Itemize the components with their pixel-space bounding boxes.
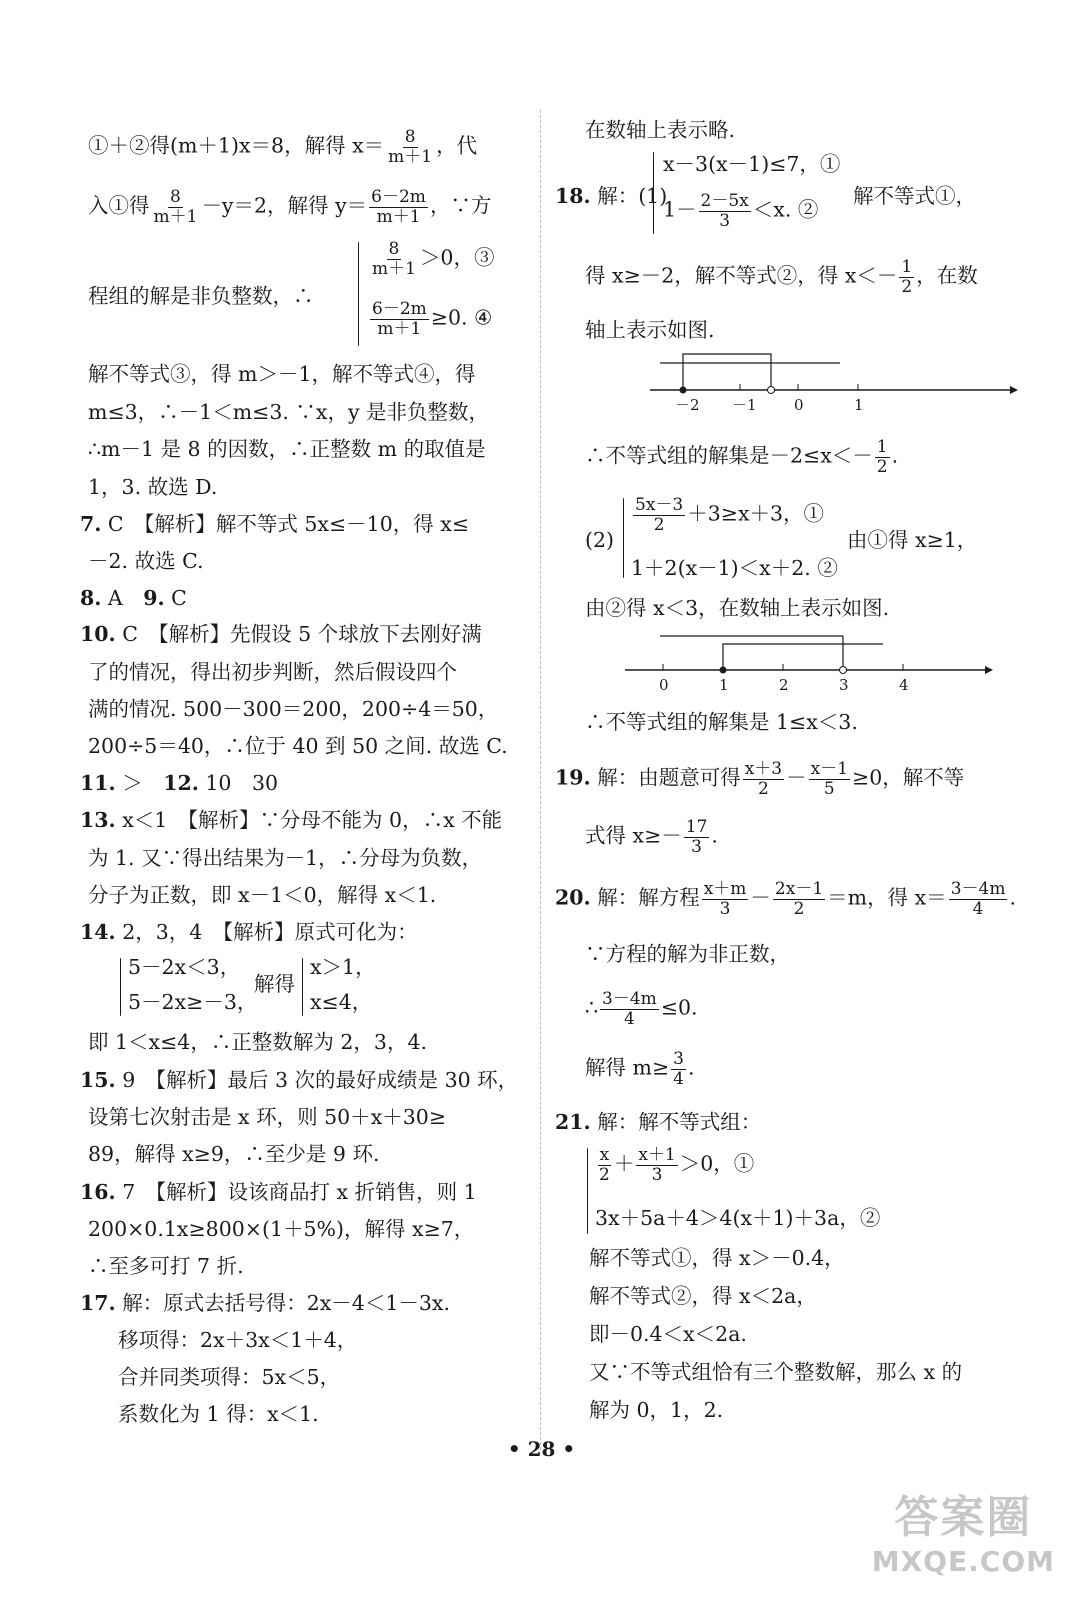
denominator: 3 <box>719 898 731 919</box>
text: ＜x. ② <box>752 197 819 222</box>
fraction <box>949 880 1008 918</box>
text: ＞ <box>115 771 164 795</box>
fraction <box>699 192 751 230</box>
numerator: 3 <box>673 1049 684 1069</box>
text: 解：由题意可得 <box>590 765 741 790</box>
fraction <box>636 1146 677 1184</box>
text: 1－ <box>663 197 697 222</box>
number-line-2 <box>615 630 995 696</box>
text-line: 89，解得 x≥9，∴至少是 9 环. <box>88 1142 380 1166</box>
text-line <box>88 188 491 226</box>
fraction <box>702 880 749 918</box>
tick-label: －2 <box>675 396 700 414</box>
text: 9 【解析】最后 3 次的最好成绩是 30 环， <box>115 1068 519 1092</box>
answer-14 <box>80 920 418 945</box>
numerator: x＋1 <box>638 1145 676 1165</box>
watermark-text: 答案圈 <box>894 1492 1033 1543</box>
text-line: 解为 0，1，2. <box>589 1398 724 1422</box>
fraction <box>809 760 850 798</box>
text-line <box>585 438 898 476</box>
text: ≤0. <box>660 995 698 1020</box>
column-divider <box>540 110 541 1450</box>
text-line <box>88 128 477 166</box>
system-line <box>368 300 492 338</box>
text-line: 解不等式①，得 x＞－0.4， <box>589 1246 845 1270</box>
text-line: 又∵不等式组恰有三个整数解，那么 x 的 <box>589 1360 963 1384</box>
denominator: 3 <box>651 1164 663 1185</box>
text: 2，3，4 【解析】原式可化为： <box>115 920 418 944</box>
text-line: －2. 故选 C. <box>88 549 204 573</box>
text-line <box>585 818 718 856</box>
answer-19 <box>555 760 964 798</box>
text: － <box>750 885 771 910</box>
numerator: 6－2m <box>372 299 427 319</box>
text-line: 200÷5＝40，∴位于 40 到 50 之间. 故选 C. <box>88 734 508 758</box>
system-line: x≤4， <box>310 990 373 1014</box>
text-line: 为 1. 又∵得出结果为－1，∴分母为负数， <box>88 846 483 870</box>
tick-label: 1 <box>854 396 864 414</box>
fraction <box>671 1050 686 1088</box>
open-endpoint <box>768 387 775 394</box>
text: . <box>1009 885 1016 910</box>
numerator: 8 <box>404 127 416 147</box>
text-line: ∵方程的解为非正数， <box>585 942 790 966</box>
text: ＝m，得 x＝ <box>827 885 947 910</box>
text: (2) <box>585 528 615 552</box>
tick-label: 2 <box>779 676 789 694</box>
denominator: 2 <box>599 1164 610 1185</box>
denominator: 3 <box>691 836 702 857</box>
answer-7 <box>80 512 469 537</box>
text: 解不等式①， <box>853 184 976 208</box>
numerator: 3－4m <box>602 989 657 1009</box>
text-line: 合并同类项得：5x＜5， <box>118 1365 341 1389</box>
text: 解：(1) <box>590 184 668 208</box>
closed-endpoint <box>720 667 727 674</box>
text-line: 轴上表示如图. <box>585 318 715 342</box>
text: ，在数 <box>916 263 978 288</box>
open-endpoint <box>840 667 847 674</box>
denominator: 4 <box>673 1068 684 1089</box>
text-line: 设第七次射击是 x 环，则 50＋x＋30≥ <box>88 1105 447 1129</box>
text: ＋3≥x＋3，① <box>687 501 825 526</box>
numerator: 8 <box>170 187 181 207</box>
watermark-url: MXQE.COM <box>871 1545 1055 1578</box>
numerator: 1 <box>876 437 888 457</box>
text-line: ∴至多可打 7 折. <box>88 1254 244 1278</box>
tick-label: 1 <box>719 676 729 694</box>
brace <box>623 498 624 578</box>
range-bracket-2 <box>723 644 883 670</box>
page-number: • 28 • <box>507 1437 576 1461</box>
text: 得 x≥－2，解不等式②，得 x＜－ <box>585 263 898 288</box>
question-number: 15. <box>80 1068 116 1092</box>
text-line: 移项得：2x＋3x＜1＋4， <box>118 1328 358 1352</box>
fraction <box>773 880 825 918</box>
fraction <box>370 240 418 278</box>
fraction <box>899 258 914 296</box>
text: C <box>164 586 187 610</box>
denominator: 2 <box>793 898 805 919</box>
text: . <box>891 443 899 468</box>
text: ，∵方 <box>429 193 492 218</box>
text: C 【解析】先假设 5 个球放下去刚好满 <box>115 622 482 646</box>
system-line: 1＋2(x－1)＜x＋2. ② <box>631 556 838 580</box>
numerator: x＋3 <box>744 759 783 779</box>
denominator: 4 <box>624 1008 635 1029</box>
text-line: 200×0.1x≥800×(1＋5%)，解得 x≥7， <box>88 1217 475 1241</box>
system-line: x＞1， <box>310 955 376 979</box>
fraction <box>386 128 434 166</box>
text-line: 满的情况. 500－300＝200，200÷4＝50， <box>88 697 499 721</box>
fraction <box>875 438 890 476</box>
text: 式得 x≥－ <box>585 823 682 848</box>
text-line: 在数轴上表示略. <box>585 118 736 142</box>
text-line: 即 1＜x≤4，∴正整数解为 2，3，4. <box>88 1030 428 1054</box>
text: 10 30 <box>198 771 279 795</box>
brace <box>358 242 359 346</box>
system-line <box>595 1146 754 1184</box>
closed-endpoint <box>680 387 687 394</box>
answer-18 <box>555 184 667 209</box>
fraction <box>600 990 659 1028</box>
denominator: 2 <box>757 778 769 799</box>
fraction <box>743 760 784 798</box>
text: 7 【解析】设该商品打 x 折销售，则 1 <box>115 1180 477 1204</box>
answer-15 <box>80 1068 518 1093</box>
text: 解：解不等式组： <box>590 1110 762 1134</box>
text: －y＝2，解得 y＝ <box>201 193 368 218</box>
numerator: 8 <box>388 239 400 259</box>
question-number: 21. <box>555 1110 591 1134</box>
text: 解得 <box>254 972 295 996</box>
question-number: 18. <box>555 184 591 208</box>
question-number: 19. <box>555 765 591 790</box>
tick-label: 0 <box>794 396 804 414</box>
numerator: 17 <box>685 817 708 837</box>
text-line: 1，3. 故选 D. <box>88 475 218 499</box>
text-line: m≤3，∴－1＜m≤3. ∵x，y 是非负整数， <box>88 400 490 424</box>
axis-arrow <box>985 666 993 674</box>
question-number: 16. <box>80 1180 116 1204</box>
brace <box>302 958 303 1016</box>
text: C 【解析】解不等式 5x≤－10，得 x≤ <box>101 512 469 536</box>
text: 解得 m≥ <box>585 1055 670 1080</box>
numerator: 2x－1 <box>774 879 824 899</box>
question-number: 17. <box>80 1291 116 1315</box>
numerator: x－1 <box>810 759 849 779</box>
text-line <box>585 990 698 1028</box>
text-line: 程组的解是非负整数，∴ <box>88 284 314 308</box>
denominator: 2 <box>901 276 913 297</box>
numerator: 1 <box>901 257 913 277</box>
system-line <box>368 240 494 278</box>
text-line: 解不等式③，得 m＞－1，解不等式④，得 <box>88 362 476 386</box>
text: ∴ <box>585 995 599 1020</box>
text-line <box>585 1050 695 1088</box>
text: A <box>101 586 144 610</box>
denominator: 2 <box>653 514 665 535</box>
number-line-1 <box>640 348 1020 414</box>
text: ，代 <box>436 133 478 158</box>
question-number: 20. <box>555 885 591 910</box>
tick-label: 4 <box>899 676 909 694</box>
question-number: 13. <box>80 808 116 832</box>
range-bracket-1 <box>683 354 771 390</box>
brace <box>587 1148 588 1234</box>
question-number: 7. <box>80 512 102 536</box>
fraction <box>633 496 685 534</box>
fraction <box>152 188 200 226</box>
question-number: 12. <box>163 771 199 795</box>
answer-11-12 <box>80 771 278 796</box>
denominator: 3 <box>719 210 731 231</box>
text: － <box>786 765 807 790</box>
answer-20 <box>555 880 1016 918</box>
tick-label: －1 <box>732 396 757 414</box>
brace <box>120 958 121 1016</box>
denominator: 2 <box>876 456 888 477</box>
denominator: m＋1 <box>153 206 198 227</box>
watermark-logo <box>872 1481 1055 1578</box>
numerator: x <box>599 1145 610 1165</box>
text-line: 分子为正数，即 x－1＜0，解得 x＜1. <box>88 883 437 907</box>
axis-arrow <box>1010 386 1018 394</box>
numerator: 2－5x <box>700 191 749 211</box>
text-line: 即－0.4＜x＜2a. <box>589 1322 747 1346</box>
text-line: 由②得 x＜3，在数轴上表示如图. <box>585 596 890 620</box>
text: . <box>711 823 718 848</box>
text-line: 系数化为 1 得：x＜1. <box>118 1402 319 1426</box>
text-line <box>585 258 978 296</box>
system-line <box>631 496 824 534</box>
denominator: 5 <box>823 778 835 799</box>
answer-13 <box>80 808 502 833</box>
fraction <box>369 188 428 226</box>
text: ≥0. ④ <box>430 305 493 330</box>
question-number: 8. <box>80 586 102 610</box>
question-number: 10. <box>80 622 116 646</box>
text-line: 了的情况，得出初步判断，然后假设四个 <box>88 660 457 684</box>
answer-10 <box>80 622 482 647</box>
numerator: 5x－3 <box>635 495 684 515</box>
system-line: 3x＋5a＋4＞4(x＋1)＋3a，② <box>595 1206 881 1230</box>
denominator: m＋1 <box>376 206 421 227</box>
numerator: x＋m <box>703 879 747 899</box>
brace <box>653 152 654 234</box>
answer-8-9 <box>80 586 187 611</box>
text-line: 解不等式②，得 x＜2a， <box>589 1284 817 1308</box>
fraction <box>370 300 429 338</box>
text: 解：原式去括号得：2x－4＜1－3x. <box>115 1291 450 1315</box>
system-line: 5－2x≥－3， <box>128 990 258 1014</box>
system-line: x－3(x－1)≤7，① <box>663 152 841 176</box>
tick-label: 0 <box>659 676 669 694</box>
denominator: m＋1 <box>377 318 422 339</box>
answer-17 <box>80 1291 450 1316</box>
text: 解：解方程 <box>590 885 700 910</box>
answer-21 <box>555 1110 761 1135</box>
text: 入①得 <box>88 193 150 218</box>
text: . <box>687 1055 695 1080</box>
system-line: 5－2x＜3， <box>128 955 241 979</box>
text: ＞0，③ <box>419 245 495 270</box>
answer-16 <box>80 1180 477 1205</box>
question-number: 11. <box>80 771 116 795</box>
system-line <box>663 192 818 230</box>
numerator: 6－2m <box>371 187 426 207</box>
denominator: m＋1 <box>372 258 416 279</box>
text: 由①得 x≥1， <box>847 528 978 552</box>
text: ≥0，解不等 <box>852 765 965 790</box>
fraction <box>597 1146 612 1184</box>
text-line: ∴不等式组的解集是 1≤x＜3. <box>585 710 858 734</box>
numerator: 3－4m <box>950 879 1006 899</box>
question-number: 14. <box>80 920 116 944</box>
text: ＋ <box>613 1151 635 1176</box>
fraction <box>684 818 710 856</box>
text: x＜1 【解析】∵分母不能为 0，∴x 不能 <box>115 808 503 832</box>
text: ＞0，① <box>679 1151 755 1176</box>
text: ①＋②得(m＋1)x＝8，解得 x＝ <box>88 133 385 158</box>
denominator: m＋1 <box>388 146 433 167</box>
text-line: ∴m－1 是 8 的因数，∴正整数 m 的取值是 <box>88 437 486 461</box>
denominator: 4 <box>972 898 984 919</box>
tick-label: 3 <box>839 676 849 694</box>
text: ∴不等式组的解集是－2≤x＜－ <box>585 443 873 468</box>
question-number: 9. <box>143 586 165 610</box>
